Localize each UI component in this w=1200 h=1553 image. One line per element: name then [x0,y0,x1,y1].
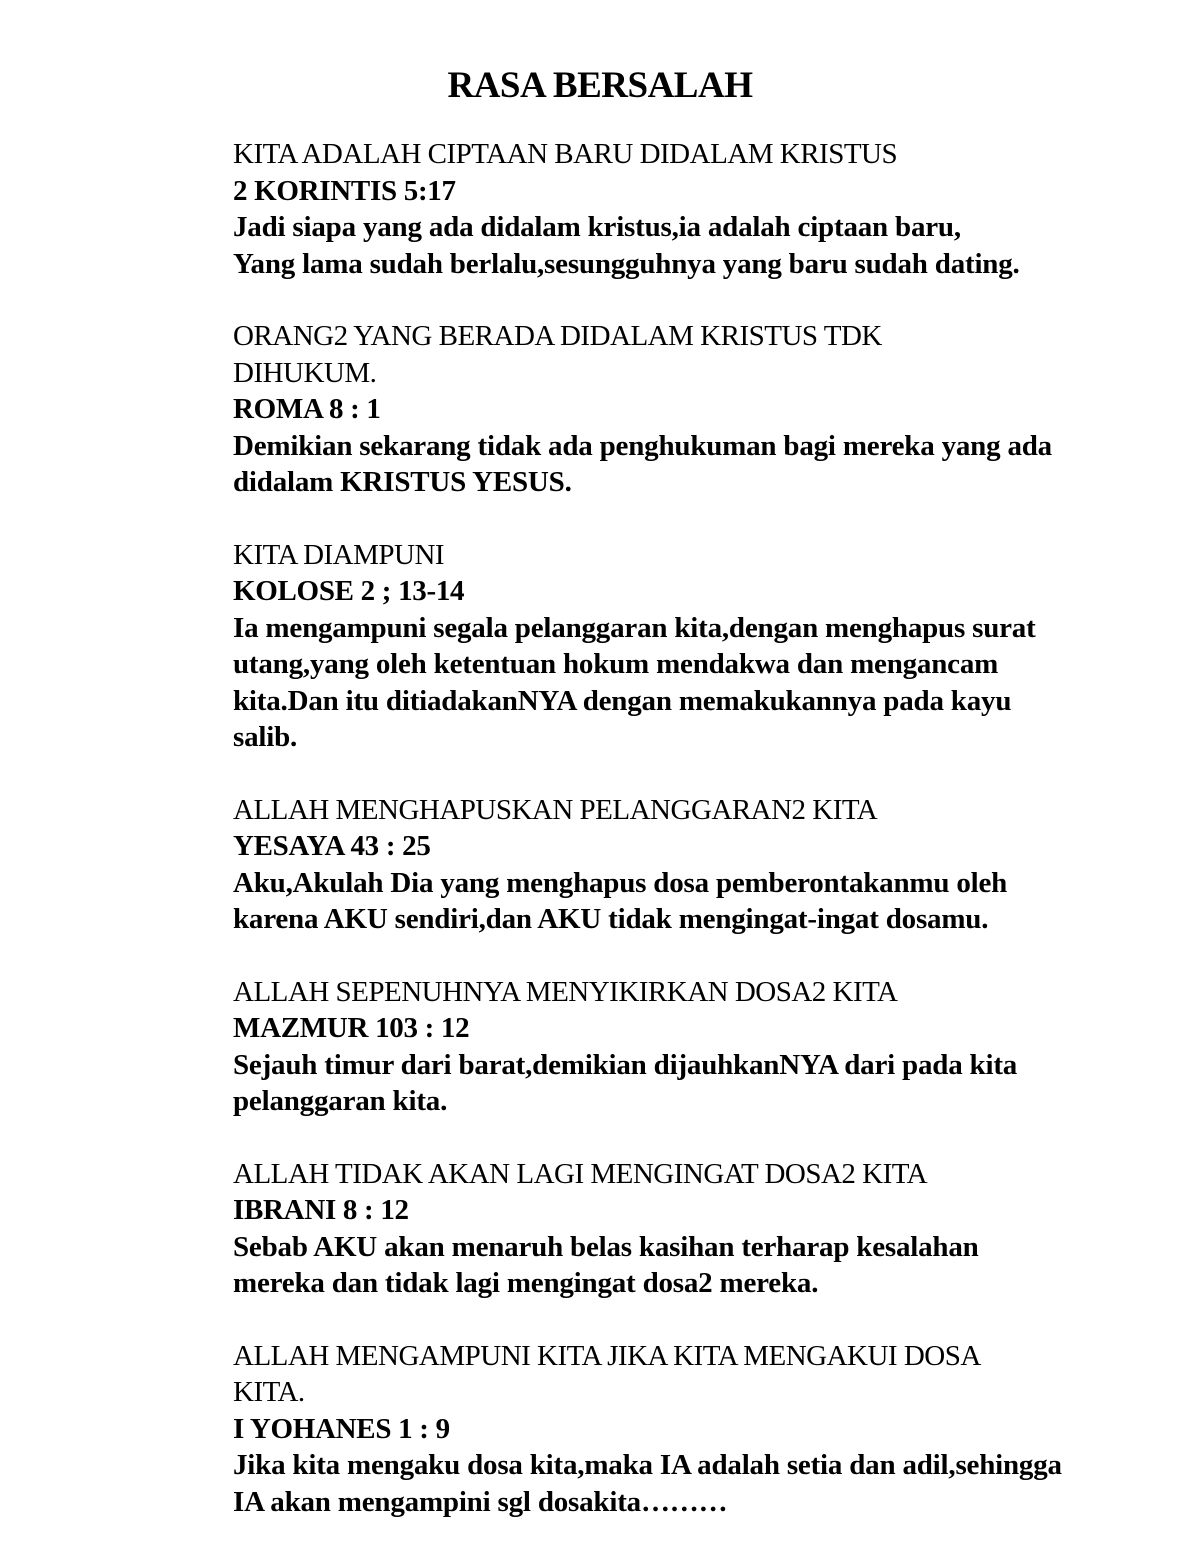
section-ciptaan-baru [233,136,1173,282]
section-diampuni [233,537,1173,756]
verse-text-line: Jadi siapa yang ada didalam kristus,ia adalah ciptaan baru, [233,211,961,243]
verse-text-line: didalam KRISTUS YESUS. [233,466,572,498]
verse-text-line: Sebab AKU akan menaruh belas kasihan terharap kesalahan [233,1230,979,1263]
section-heading: KITA ADALAH CIPTAAN BARU DIDALAM KRISTUS [233,138,898,170]
section-heading: KITA DIAMPUNI [233,538,445,571]
scripture-reference: ROMA 8 : 1 [233,393,381,425]
verse-text-line: kita.Dan itu ditiadakanNYA dengan memakukannya pada kayu [233,684,1012,717]
section-heading: ALLAH SEPENUHNYA MENYIKIRKAN DOSA2 KITA [233,975,898,1008]
scripture-reference: 2 KORINTIS 5:17 [233,174,456,207]
scripture-reference: KOLOSE 2 ; 13-14 [233,575,465,607]
page-title: RASA BERSALAH [447,65,753,106]
scripture-reference: YESAYA 43 : 25 [233,830,431,862]
verse-text-line: Yang lama sudah berlalu,sesungguhnya yang baru sudah dating. [233,247,1020,280]
section-heading: ALLAH TIDAK AKAN LAGI MENGINGAT DOSA2 KITA [233,1157,928,1190]
scripture-reference: MAZMUR 103 : 12 [233,1012,470,1044]
verse-text-line: Demikian sekarang tidak ada penghukuman bagi mereka yang ada [233,429,1052,462]
section-heading: ALLAH MENGAMPUNI KITA JIKA KITA MENGAKUI DOSA [233,1339,981,1372]
verse-text-line: mereka dan tidak lagi mengingat dosa2 mereka. [233,1267,819,1299]
document-body [233,136,1173,1520]
section-heading: KITA. [233,1376,305,1408]
scripture-reference: IBRANI 8 : 12 [233,1194,409,1226]
verse-text-line: utang,yang oleh ketentuan hokum mendakwa dan mengancam [233,648,999,680]
section-menghapuskan-pelanggaran [233,792,1173,938]
section-tidak-mengingat [233,1156,1173,1302]
section-heading: ALLAH MENGHAPUSKAN PELANGGARAN2 KITA [233,793,878,826]
verse-text-line: Ia mengampuni segala pelanggaran kita,dengan menghapus surat [233,611,1036,644]
verse-text-line: Jika kita mengaku dosa kita,maka IA adalah setia dan adil,sehingga [233,1449,1062,1481]
section-tidak-dihukum [233,318,1173,501]
verse-text-line: Sejauh timur dari barat,demikian dijauhkanNYA dari pada kita [233,1048,1018,1081]
verse-text-line: Aku,Akulah Dia yang menghapus dosa pemberontakanmu oleh [233,866,1008,899]
section-heading: DIHUKUM. [233,356,377,389]
verse-text-line: pelanggaran kita. [233,1085,448,1117]
verse-text-line: karena AKU sendiri,dan AKU tidak mengingat-ingat dosamu. [233,903,989,935]
scripture-reference: I YOHANES 1 : 9 [233,1412,450,1445]
verse-text-line: IA akan mengampini sgl dosakita……… [233,1485,728,1518]
section-heading: ORANG2 YANG BERADA DIDALAM KRISTUS TDK [233,320,882,352]
verse-text-line: salib. [233,721,298,753]
section-menyikirkan-dosa [233,974,1173,1120]
section-mengakui-dosa [233,1338,1173,1521]
